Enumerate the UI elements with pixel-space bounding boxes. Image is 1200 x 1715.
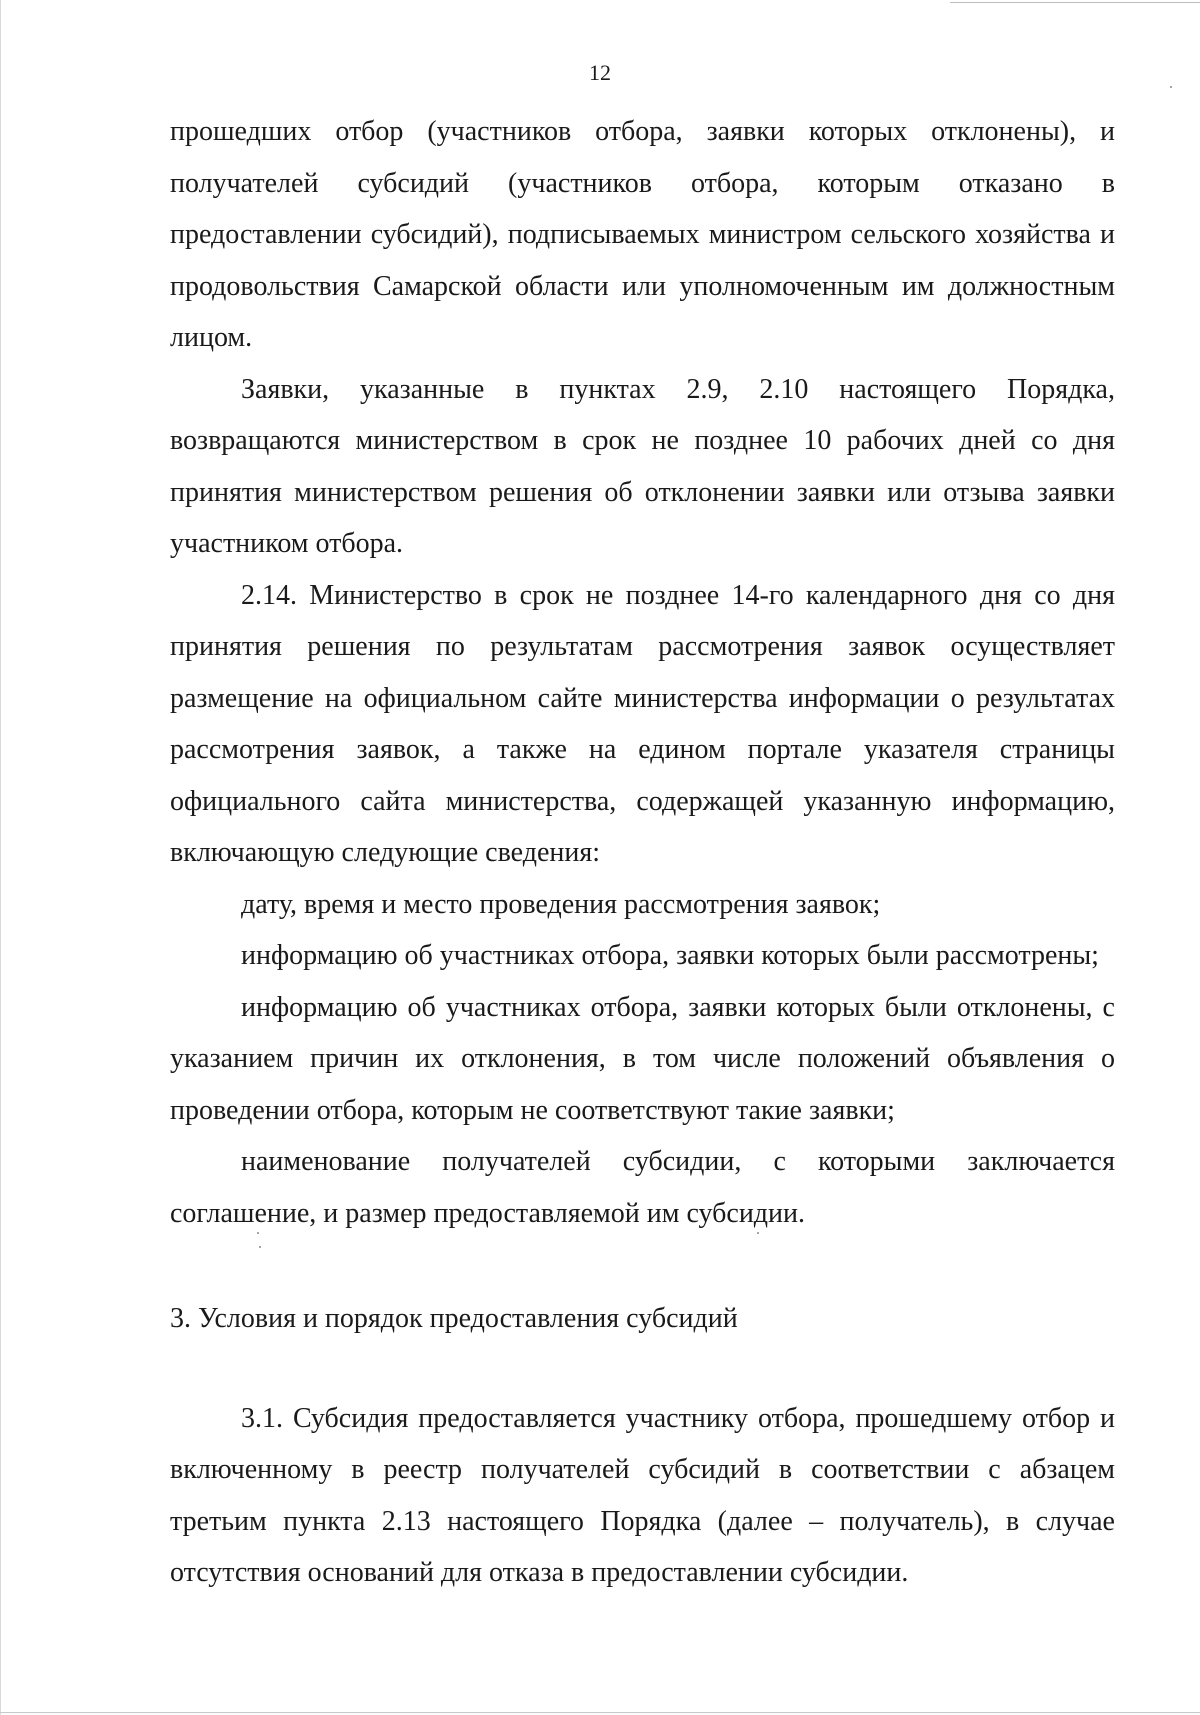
document-body	[170, 106, 1115, 1599]
list-item-considered-participants: информацию об участниках отбора, заявки которых были рассмотрены;	[241, 940, 1099, 971]
scan-speck	[1170, 86, 1172, 88]
paragraph-3-1: 3.1. Субсидия предоставляется участнику отбора, прошедшему отбор и включенному в реестр получателей субсидий в соответствии с абзацем третьим пункта 2.13 настоящего Порядка (далее – получатель), в случае отсутствия оснований для отказа в предоставлении субсидии.	[170, 1402, 1115, 1588]
scan-edge	[0, 0, 1, 1715]
paragraph-continuation: прошедших отбор (участников отбора, заявки которых отклонены), и получателей субсидий (участников отбора, которым отказано в предоставлении субсидий), подписываемых министром сельского хозяйства и продовольствия Самарской области или уполномоченным им должностным лицом.	[170, 116, 1115, 353]
page-number: 12	[589, 60, 611, 85]
scan-line-bottom	[0, 1712, 1200, 1713]
section-heading: 3. Условия и порядок предоставления субсидий	[170, 1303, 738, 1334]
list-item-rejected-participants: информацию об участниках отбора, заявки которых были отклонены, с указанием причин их отклонения, в том числе положений объявления о проведении отбора, которым не соответствуют такие заявки;	[170, 991, 1115, 1126]
paragraph-returned-applications: Заявки, указанные в пунктах 2.9, 2.10 настоящего Порядка, возвращаются министерством в срок не позднее 10 рабочих дней со дня принятия министерством решения об отклонении заявки или отзыва заявки участником отбора.	[170, 373, 1115, 559]
paragraph-2-14: 2.14. Министерство в срок не позднее 14-го календарного дня со дня принятия решения по результатам рассмотрения заявок осуществляет размещение на официальном сайте министерства информации о результатах рассмотрения заявок, а также на едином портале указателя страницы официального сайта министерства, содержащей указанную информацию, включающую следующие сведения:	[170, 579, 1115, 868]
list-item-date-time-place: дату, время и место проведения рассмотрения заявок;	[241, 888, 881, 920]
scan-line-top	[950, 2, 1200, 3]
list-item-recipients: наименование получателей субсидии, с которыми заключается соглашение, и размер предоставляемой им субсидии.	[170, 1146, 1115, 1229]
